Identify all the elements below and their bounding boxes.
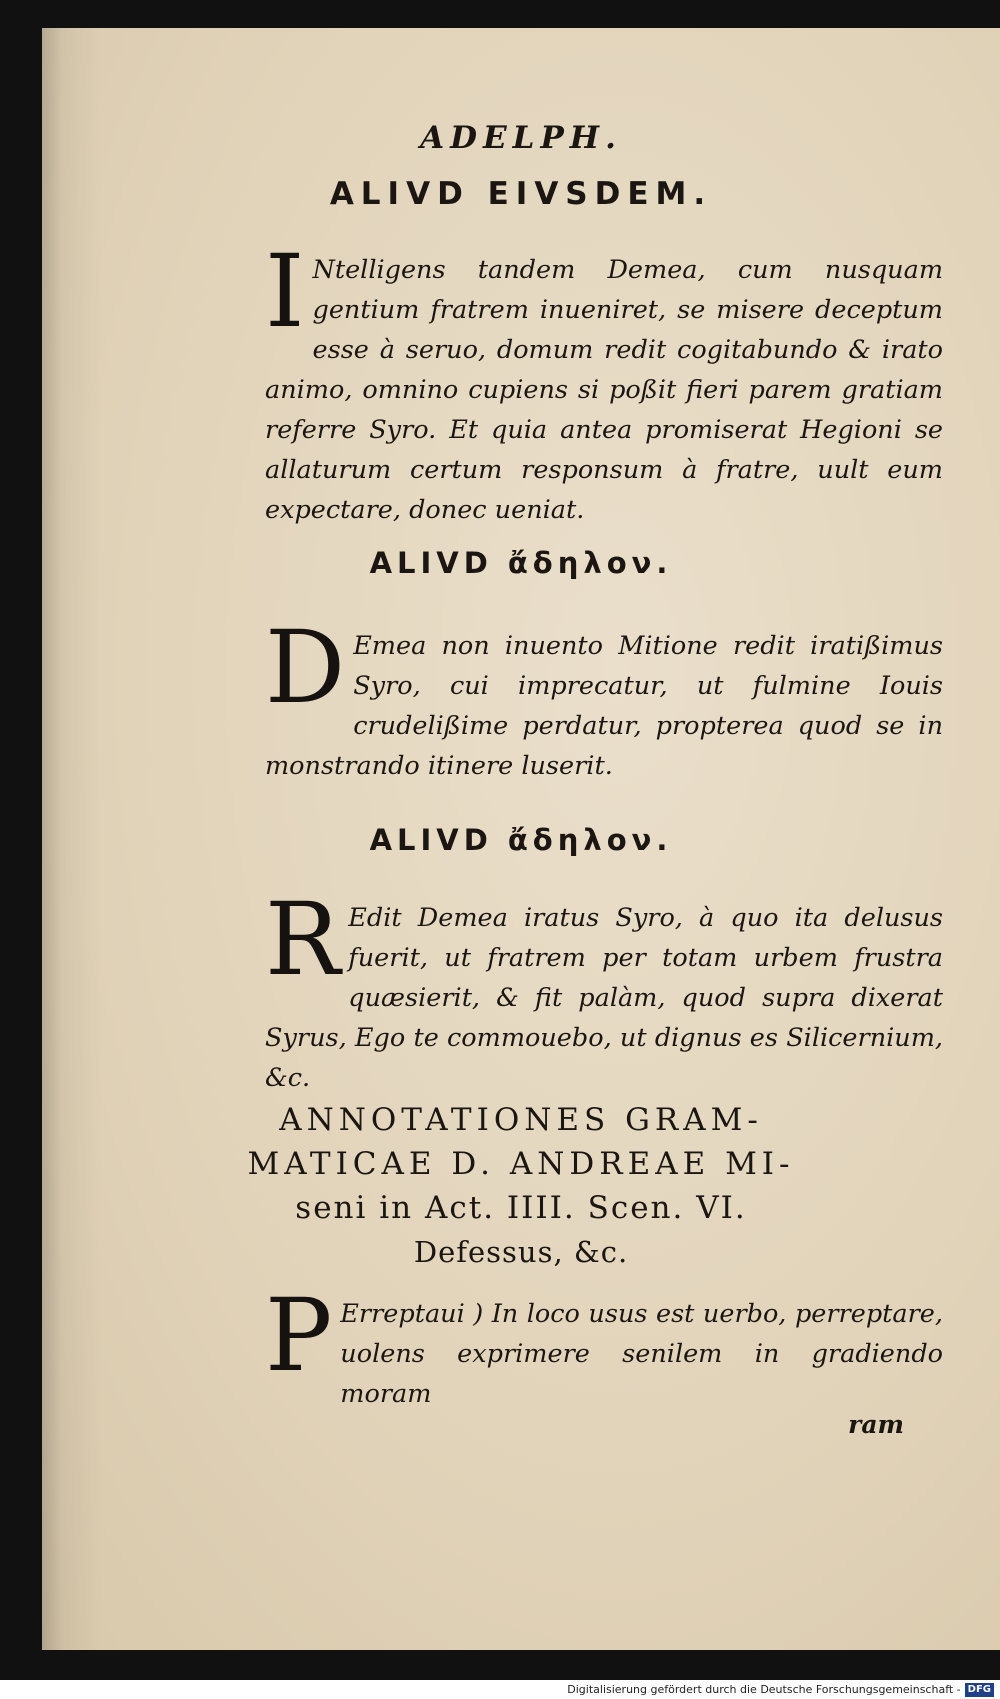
annotations-heading	[42, 1098, 1000, 1274]
annotations-line-1: ANNOTATIONES GRAM-	[279, 1102, 763, 1138]
paragraph-4-text: Erreptaui ) In loco usus est uerbo, perreptare, uolens exprimere senilem in gradiendo moram	[340, 1299, 943, 1409]
running-head: ADELPH.	[420, 120, 622, 156]
drop-cap-1: I	[265, 233, 305, 350]
paragraph-2-text: Emea non inuento Mitione redit iratißimus Syro, cui imprecatur, ut fulmine Iouis crudelißime perdatur, propterea quod se in monstrando itinere luserit.	[265, 631, 943, 781]
footer-credit	[0, 1680, 1000, 1699]
drop-cap-3: R	[265, 881, 341, 998]
footer-text: Digitalisierung gefördert durch die Deutsche Forschungsgemeinschaft -	[567, 1683, 961, 1696]
section-title-3: ALIVD ἄδηλον.	[369, 823, 673, 857]
paragraph-3	[265, 881, 943, 1093]
drop-cap-2: D	[265, 609, 346, 726]
paragraph-4	[265, 1277, 943, 1454]
annotations-line-2: MATICAE D. ANDREAE MI-	[247, 1146, 795, 1182]
drop-cap-4: P	[265, 1277, 333, 1394]
dfg-logo-icon: DFG	[965, 1683, 994, 1697]
paragraph-2	[265, 609, 943, 806]
catchword: ram	[848, 1410, 904, 1439]
section-title-2: ALIVD ἄδηλον.	[369, 546, 673, 580]
paragraph-1	[265, 233, 943, 550]
book-page	[42, 28, 1000, 1650]
paragraph-1-text: Ntelligens tandem Demea, cum nusquam gentium fratrem inueniret, se misere deceptum esse à seruo, domum redit cogitabundo & irato animo, omnino cupiens si poßit fieri parem gratiam referre Syro. Et quia antea promiserat Hegioni se allaturum certum responsum à fratre, uult eum expectare, donec ueniat.	[265, 255, 943, 525]
paragraph-3-text: Edit Demea iratus Syro, à quo ita delusus fuerit, ut fratrem per totam urbem frustra quæsierit, & fit palàm, quod supra dixerat Syrus, Ego te commouebo, ut dignus es Silicernium, &c.	[265, 903, 943, 1093]
annotations-line-3: seni in Act. IIII. Scen. VI.	[295, 1190, 747, 1226]
section-title-1: ALIVD EIVSDEM.	[329, 176, 713, 212]
annotations-line-4: Defessus, &c.	[413, 1235, 629, 1269]
